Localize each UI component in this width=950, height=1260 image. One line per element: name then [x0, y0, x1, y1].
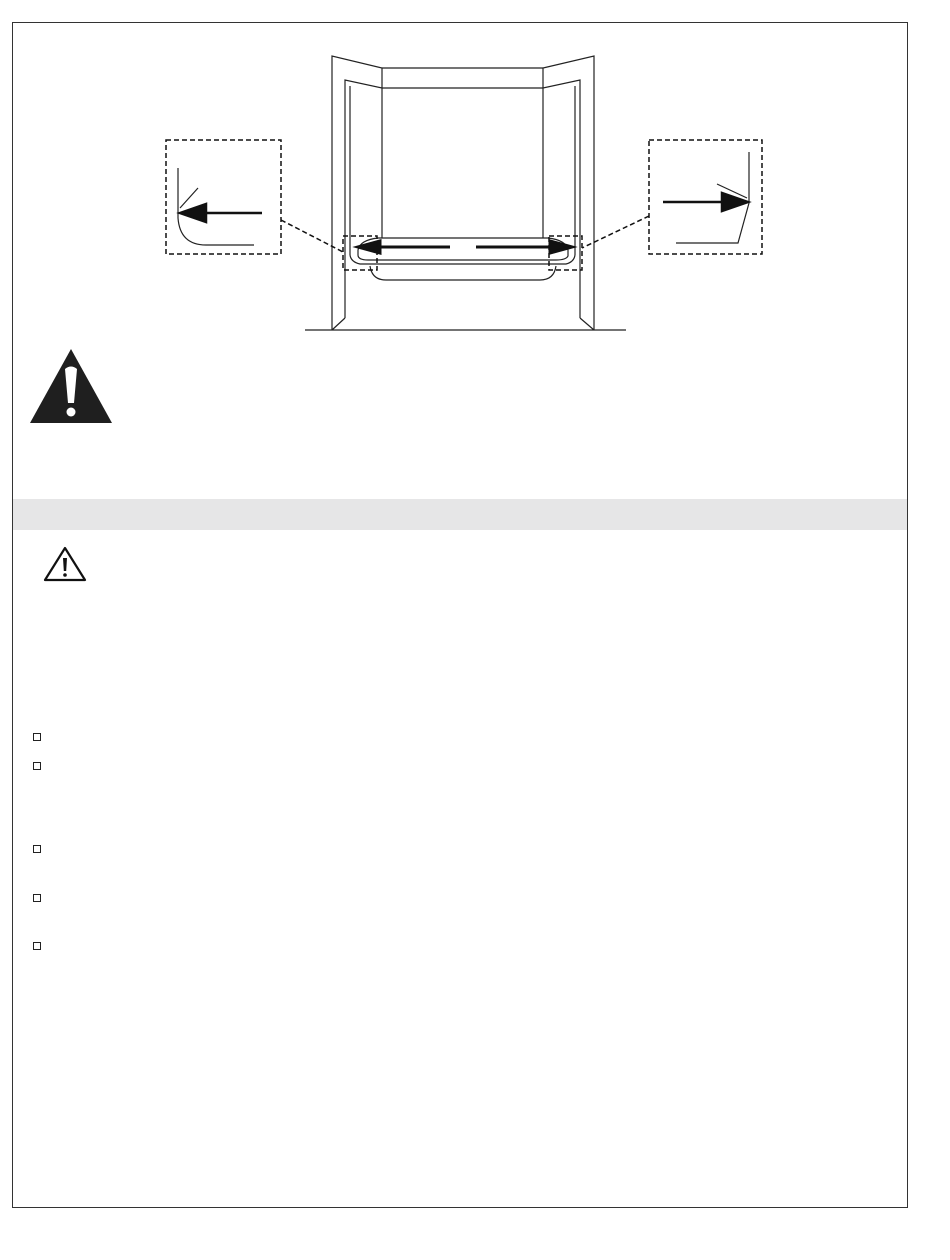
leader-line-right: [582, 216, 649, 248]
checkbox-icon[interactable]: [33, 894, 41, 902]
checkbox-icon[interactable]: [33, 942, 41, 950]
caution-triangle-icon: [43, 546, 87, 582]
tub-inner-rim: [358, 238, 568, 260]
detail-left-arrow: [180, 204, 262, 222]
detail-callout-left: [166, 140, 281, 254]
corner-detail-left-marker: [343, 236, 377, 270]
section-header-bar: [13, 499, 907, 530]
measure-arrows: [358, 241, 572, 253]
left-wall-outline: [332, 56, 382, 330]
checkbox-icon[interactable]: [33, 762, 41, 770]
checkbox-icon[interactable]: [33, 733, 41, 741]
checkbox-icon[interactable]: [33, 845, 41, 853]
left-wall-bottom: [332, 318, 345, 330]
detail-right-arrow: [663, 193, 748, 211]
tub-apron: [370, 266, 556, 280]
right-wall-outline: [543, 56, 594, 330]
danger-triangle-icon: [28, 347, 114, 425]
detail-left-contents: [178, 168, 254, 245]
right-wall-bottom: [580, 318, 594, 330]
leader-line-left: [281, 220, 343, 252]
installation-diagram: [0, 0, 950, 340]
